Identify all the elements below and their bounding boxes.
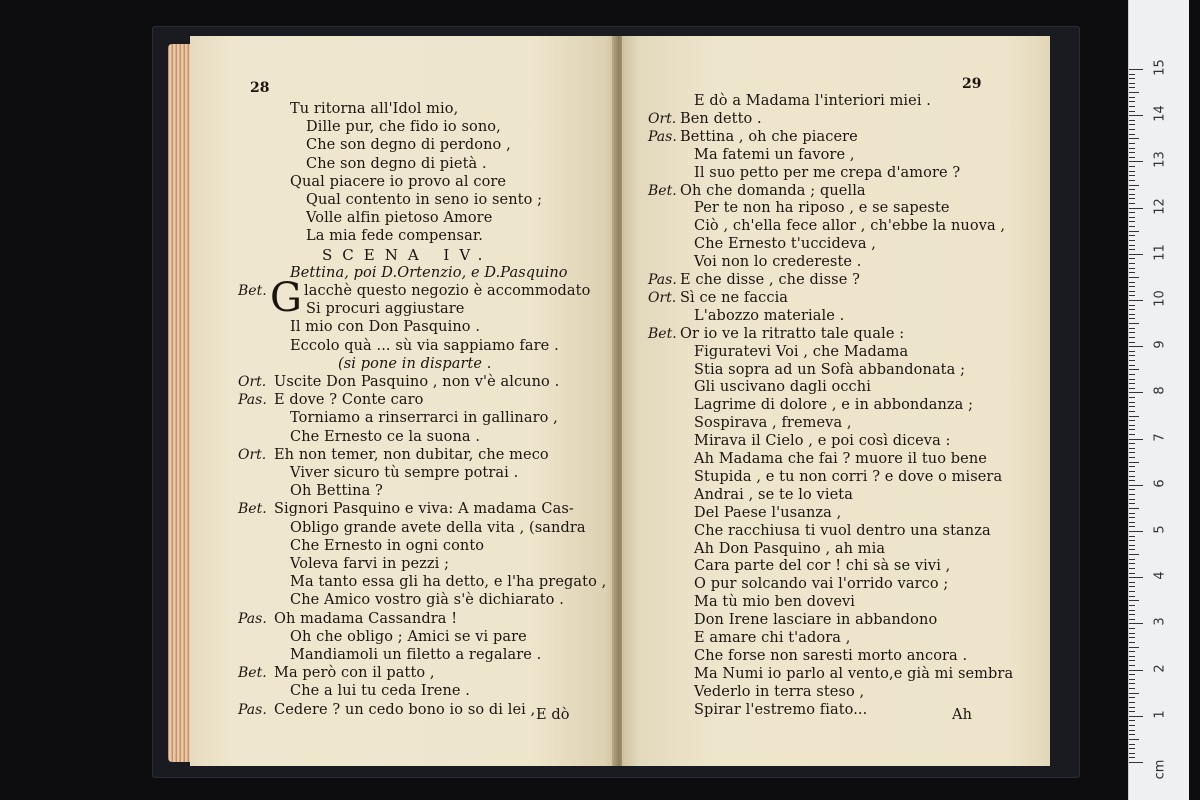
ruler-minor-tick (1129, 277, 1139, 278)
ruler-label: 9 (1152, 340, 1168, 349)
verse-line: Il suo petto per me crepa d'amore ? (694, 164, 961, 181)
ruler-minor-tick (1129, 434, 1135, 435)
ruler-label: 4 (1152, 571, 1168, 580)
ruler-minor-tick (1129, 697, 1135, 698)
ruler-minor-tick (1129, 494, 1135, 495)
ruler-minor-tick (1129, 291, 1135, 292)
ruler-minor-tick (1129, 619, 1135, 620)
speaker-label: Pas. (238, 701, 267, 718)
ruler-minor-tick (1129, 74, 1135, 75)
verse-line: Signori Pasquino e viva: A madama Cas- (274, 501, 574, 518)
speaker-label: Bet. (238, 665, 267, 682)
verse-line: Cara parte del cor ! chi sà se vivi , (694, 558, 951, 575)
ruler-minor-tick (1129, 111, 1135, 112)
ruler-minor-tick (1129, 522, 1135, 523)
ruler-minor-tick (1129, 656, 1135, 657)
verse-line: Che Ernesto ce la suona . (290, 428, 481, 445)
catchword-right: Ah (952, 707, 973, 723)
ruler-minor-tick (1129, 748, 1135, 749)
verse-line: Ma però con il patto , (274, 665, 435, 682)
ruler-minor-tick (1129, 152, 1135, 153)
ruler-minor-tick (1129, 536, 1135, 537)
speaker-label: Ort. (648, 110, 677, 127)
right-page (622, 36, 1050, 766)
ruler-minor-tick (1129, 420, 1135, 421)
ruler-minor-tick (1129, 249, 1135, 250)
ruler-label: 10 (1152, 290, 1168, 307)
verse-line: Bettina, poi D.Ortenzio, e D.Pasquino (290, 264, 568, 281)
verse-line: Qual piacere io provo al core (290, 173, 507, 190)
ruler-minor-tick (1129, 87, 1135, 88)
measuring-ruler (1128, 0, 1189, 800)
verse-line: Che a lui tu ceda Irene . (290, 683, 470, 700)
ruler-minor-tick (1129, 189, 1135, 190)
ruler-major-tick (1129, 346, 1143, 347)
verse-line: Oh che domanda ; quella (680, 182, 866, 199)
verse-line: Ma tanto essa gli ha detto, e l'ha pregato , (290, 574, 607, 591)
ruler-minor-tick (1129, 466, 1135, 467)
ruler-major-tick (1129, 485, 1143, 486)
ruler-minor-tick (1129, 744, 1135, 745)
verse-line: Ma tù mio ben dovevi (694, 594, 856, 611)
ruler-minor-tick (1129, 157, 1135, 158)
ruler-label: 3 (1152, 617, 1168, 627)
ruler-minor-tick (1129, 674, 1135, 675)
ruler-minor-tick (1129, 240, 1135, 241)
speaker-label: Pas. (648, 128, 677, 145)
ruler-minor-tick (1129, 610, 1135, 611)
left-page (190, 36, 618, 766)
verse-line: Viver sicuro tù sempre potrai . (290, 465, 519, 481)
ruler-minor-tick (1129, 693, 1139, 694)
ruler-minor-tick (1129, 707, 1135, 708)
ruler-label: 2 (1152, 663, 1168, 673)
verse-line: Sì ce ne faccia (680, 289, 789, 306)
verse-line: Mandiamoli un filetto a regalare . (290, 647, 542, 663)
ruler-minor-tick (1129, 457, 1135, 458)
ruler-major-tick (1129, 623, 1143, 624)
ruler-minor-tick (1129, 106, 1135, 107)
verse-line: Spirar l'estremo fiato... (694, 701, 868, 718)
ruler-minor-tick (1129, 642, 1135, 643)
ruler-minor-tick (1129, 351, 1135, 352)
verse-line: Don Irene lasciare in abbandono (694, 612, 938, 629)
ruler-minor-tick (1129, 369, 1139, 370)
ruler-minor-tick (1129, 97, 1135, 98)
ruler-minor-tick (1129, 286, 1135, 287)
ruler-minor-tick (1129, 508, 1139, 509)
ruler-minor-tick (1129, 633, 1135, 634)
verse-line: Qual contento in seno io sento ; (306, 192, 543, 208)
verse-line: Gli uscivano dagli occhi (694, 379, 871, 396)
verse-line: Obligo grande avete della vita , (sandra (290, 519, 586, 536)
ruler-minor-tick (1129, 305, 1135, 306)
ruler-minor-tick (1129, 429, 1135, 430)
ruler-minor-tick (1129, 175, 1135, 176)
ruler-minor-tick (1129, 471, 1135, 472)
ruler-minor-tick (1129, 596, 1135, 597)
ruler-minor-tick (1129, 282, 1135, 283)
ruler-minor-tick (1129, 332, 1135, 333)
verse-line: E dò a Madama l'interiori miei . (694, 93, 931, 109)
verse-line: Che Ernesto t'uccideva , (694, 236, 877, 253)
ruler-minor-tick (1129, 217, 1135, 218)
verse-line: Dille pur, che fido io sono, (306, 119, 501, 136)
ruler-minor-tick (1129, 360, 1135, 361)
ruler-minor-tick (1129, 379, 1135, 380)
verse-line: Or io ve la ritratto tale quale : (680, 325, 905, 342)
ruler-minor-tick (1129, 272, 1135, 273)
verse-line: Stupida , e tu non corri ? e dove o misera (694, 468, 1003, 485)
ruler-minor-tick (1129, 134, 1135, 135)
ruler-minor-tick (1129, 600, 1139, 601)
ruler-minor-tick (1129, 563, 1135, 564)
verse-line: Torniamo a rinserrarci in gallinaro , (290, 410, 558, 427)
ruler-minor-tick (1129, 402, 1135, 403)
ruler-minor-tick (1129, 411, 1135, 412)
verse-line: SCENA IV. (322, 245, 493, 264)
speaker-label: Ort. (238, 446, 267, 463)
verse-line: Stia sopra ad un Sofà abbandonata ; (694, 361, 966, 378)
verse-line: Ah Don Pasquino , ah mia (694, 540, 886, 557)
speaker-label: Ort. (648, 289, 677, 306)
ruler-minor-tick (1129, 513, 1135, 514)
ruler-minor-tick (1129, 753, 1135, 754)
verse-line: Ma fatemi un favore , (694, 146, 855, 163)
ruler-minor-tick (1129, 425, 1135, 426)
ruler-minor-tick (1129, 499, 1135, 500)
ruler-minor-tick (1129, 374, 1135, 375)
ruler-minor-tick (1129, 489, 1135, 490)
ruler-minor-tick (1129, 452, 1135, 453)
ruler-minor-tick (1129, 462, 1139, 463)
verse-line: Voleva farvi in pezzi ; (290, 556, 450, 572)
ruler-unit: cm (1152, 759, 1168, 780)
ruler-minor-tick (1129, 568, 1135, 569)
verse-line: Uscite Don Pasquino , non v'è alcuno . (274, 374, 560, 390)
ruler-minor-tick (1129, 138, 1139, 139)
ruler-minor-tick (1129, 573, 1135, 574)
ruler-minor-tick (1129, 212, 1135, 213)
verse-line: Lagrime di dolore , e in abbondanza ; (694, 397, 974, 414)
verse-line: Sospirava , fremeva , (694, 415, 852, 432)
ruler-minor-tick (1129, 198, 1135, 199)
ruler-minor-tick (1129, 545, 1135, 546)
verse-line: Che racchiusa ti vuol dentro una stanza (694, 522, 991, 539)
verse-line: Ah Madama che fai ? muore il tuo bene (694, 451, 987, 467)
ruler-minor-tick (1129, 337, 1135, 338)
ruler-label: 5 (1152, 525, 1168, 534)
verse-line: Il mio con Don Pasquino . (290, 319, 481, 336)
verse-line: Che son degno di pietà . (306, 155, 487, 172)
verse-line: Che Ernesto in ogni conto (290, 537, 485, 554)
ruler-minor-tick (1129, 221, 1135, 222)
ruler-minor-tick (1129, 647, 1139, 648)
verse-line: O pur solcando vai l'orrido varco ; (694, 576, 949, 593)
ruler-minor-tick (1129, 554, 1139, 555)
verse-line: Ciò , ch'ella fece allor , ch'ebbe la nuova , (694, 218, 1006, 235)
ruler-minor-tick (1129, 78, 1135, 79)
ruler-label: 7 (1152, 432, 1168, 442)
ruler-major-tick (1129, 670, 1143, 671)
page-number-right: 29 (962, 76, 982, 92)
ruler-label: 14 (1152, 105, 1168, 122)
speaker-label: Pas. (648, 272, 677, 288)
ruler-minor-tick (1129, 416, 1139, 417)
ruler-minor-tick (1129, 679, 1135, 680)
verse-line: Eccolo quà ... sù via sappiamo fare . (290, 337, 559, 354)
verse-line: Per te non ha riposo , e se sapeste (694, 200, 950, 217)
ruler-minor-tick (1129, 231, 1139, 232)
ruler-minor-tick (1129, 651, 1135, 652)
ruler-minor-tick (1129, 124, 1135, 125)
verse-line: Volle alfin pietoso Amore (306, 210, 493, 227)
verse-line: Oh madama Cassandra ! (274, 610, 458, 627)
ruler-minor-tick (1129, 443, 1135, 444)
verse-line: E dove ? Conte caro (274, 392, 424, 409)
ruler-minor-tick (1129, 720, 1135, 721)
verse-line: Eh non temer, non dubitar, che meco (274, 446, 549, 463)
verse-line: L'abozzo materiale . (694, 307, 845, 324)
ruler-minor-tick (1129, 540, 1135, 541)
verse-line: (si pone in disparte . (338, 355, 492, 372)
ruler-minor-tick (1129, 397, 1135, 398)
ruler-minor-tick (1129, 92, 1139, 93)
speaker-label: Bet. (238, 283, 267, 299)
ruler-minor-tick (1129, 180, 1135, 181)
ruler-minor-tick (1129, 101, 1135, 102)
speaker-label: Ort. (238, 374, 267, 390)
ruler-label: 8 (1152, 386, 1168, 396)
ruler-minor-tick (1129, 688, 1135, 689)
ruler-minor-tick (1129, 660, 1135, 661)
ruler-minor-tick (1129, 309, 1135, 310)
ruler-minor-tick (1129, 342, 1135, 343)
ruler-minor-tick (1129, 702, 1135, 703)
ruler-major-tick (1129, 208, 1143, 209)
ruler-minor-tick (1129, 268, 1135, 269)
ruler-label: 13 (1152, 151, 1168, 169)
verse-line: Bettina , oh che piacere (680, 128, 858, 145)
ruler-label: 15 (1152, 59, 1168, 76)
ruler-label: 1 (1152, 710, 1168, 719)
ruler-minor-tick (1129, 549, 1135, 550)
ruler-minor-tick (1129, 725, 1135, 726)
ruler-minor-tick (1129, 194, 1135, 195)
verse-line: Oh Bettina ? (290, 483, 383, 500)
verse-line: Figuratevi Voi , che Madama (694, 343, 909, 360)
ruler-label: 11 (1152, 244, 1168, 261)
ruler-minor-tick (1129, 582, 1135, 583)
ruler-minor-tick (1129, 388, 1135, 389)
ruler-minor-tick (1129, 203, 1135, 204)
verse-line: La mia fede compensar. (306, 228, 483, 245)
ruler-minor-tick (1129, 665, 1135, 666)
ruler-minor-tick (1129, 383, 1135, 384)
ruler-minor-tick (1129, 526, 1135, 527)
ruler-minor-tick (1129, 739, 1139, 740)
ruler-major-tick (1129, 577, 1143, 578)
ruler-minor-tick (1129, 185, 1139, 186)
ruler-minor-tick (1129, 503, 1135, 504)
speaker-label: Bet. (648, 325, 677, 342)
ruler-minor-tick (1129, 734, 1135, 735)
ruler-major-tick (1129, 531, 1143, 532)
ruler-major-tick (1129, 161, 1143, 162)
verse-line: Cedere ? un cedo bono io so di lei , (274, 701, 536, 718)
page-number-left: 28 (250, 80, 270, 96)
ruler-minor-tick (1129, 323, 1139, 324)
ruler-major-tick (1129, 300, 1143, 301)
verse-line: Del Paese l'usanza , (694, 504, 842, 521)
ruler-minor-tick (1129, 245, 1135, 246)
drop-cap: G (270, 275, 302, 321)
ruler-minor-tick (1129, 171, 1135, 172)
ruler-label: 12 (1152, 197, 1168, 215)
ruler-minor-tick (1129, 637, 1135, 638)
verse-line: Oh che obligo ; Amici se vi pare (290, 628, 527, 645)
ruler-minor-tick (1129, 365, 1135, 366)
ruler-minor-tick (1129, 614, 1135, 615)
verse-line: Voi non lo credereste . (694, 254, 862, 271)
speaker-label: Pas. (238, 392, 267, 409)
ruler-label: 6 (1152, 479, 1168, 488)
ruler-minor-tick (1129, 480, 1135, 481)
ruler-minor-tick (1129, 328, 1135, 329)
ruler-minor-tick (1129, 757, 1135, 758)
ruler-minor-tick (1129, 166, 1135, 167)
speaker-label: Pas. (238, 610, 267, 627)
ruler-minor-tick (1129, 258, 1135, 259)
ruler-minor-tick (1129, 235, 1135, 236)
ruler-minor-tick (1129, 591, 1135, 592)
ruler-major-tick (1129, 254, 1143, 255)
speaker-label: Bet. (648, 182, 677, 199)
ruler-minor-tick (1129, 406, 1135, 407)
verse-line: Che forse non saresti morto ancora . (694, 647, 968, 664)
verse-line: Tu ritorna all'Idol mio, (290, 101, 459, 117)
ruler-minor-tick (1129, 476, 1135, 477)
catchword-left: E dò (536, 707, 570, 723)
ruler-minor-tick (1129, 517, 1135, 518)
ruler-minor-tick (1129, 295, 1135, 296)
ruler-minor-tick (1129, 711, 1135, 712)
verse-line: Ben detto . (680, 110, 762, 127)
verse-line: Ma Numi io parlo al vento,e già mi sembra (694, 665, 1014, 682)
ruler-minor-tick (1129, 605, 1135, 606)
ruler-minor-tick (1129, 355, 1135, 356)
ruler-minor-tick (1129, 448, 1135, 449)
verse-line: Vederlo in terra steso , (694, 683, 865, 700)
ruler-minor-tick (1129, 83, 1135, 84)
ruler-minor-tick (1129, 226, 1135, 227)
verse-line: E amare chi t'adora , (694, 630, 851, 646)
ruler-major-tick (1129, 392, 1143, 393)
ruler-minor-tick (1129, 263, 1135, 264)
verse-line: Che Amico vostro già s'è dichiarato . (290, 592, 564, 609)
verse-line: Andrai , se te lo vieta (694, 486, 853, 503)
ruler-minor-tick (1129, 318, 1135, 319)
ruler-minor-tick (1129, 559, 1135, 560)
verse-line: E che disse , che disse ? (680, 272, 860, 288)
ruler-minor-tick (1129, 148, 1135, 149)
ruler-major-tick (1129, 439, 1143, 440)
ruler-minor-tick (1129, 730, 1135, 731)
speaker-label: Bet. (238, 501, 267, 518)
ruler-minor-tick (1129, 683, 1135, 684)
ruler-major-tick (1129, 115, 1143, 116)
verse-line: Mirava il Cielo , e poi così diceva : (694, 433, 951, 450)
ruler-major-tick (1129, 69, 1143, 70)
verse-line: lacchè questo negozio è accommodato (304, 283, 591, 299)
ruler-minor-tick (1129, 120, 1135, 121)
ruler-major-tick (1129, 762, 1143, 763)
ruler-minor-tick (1129, 586, 1135, 587)
ruler-major-tick (1129, 716, 1143, 717)
verse-line: Che son degno di perdono , (306, 137, 511, 154)
ruler-minor-tick (1129, 143, 1135, 144)
ruler-minor-tick (1129, 129, 1135, 130)
verse-line: Si procuri aggiustare (306, 301, 465, 318)
ruler-minor-tick (1129, 314, 1135, 315)
ruler-minor-tick (1129, 628, 1135, 629)
